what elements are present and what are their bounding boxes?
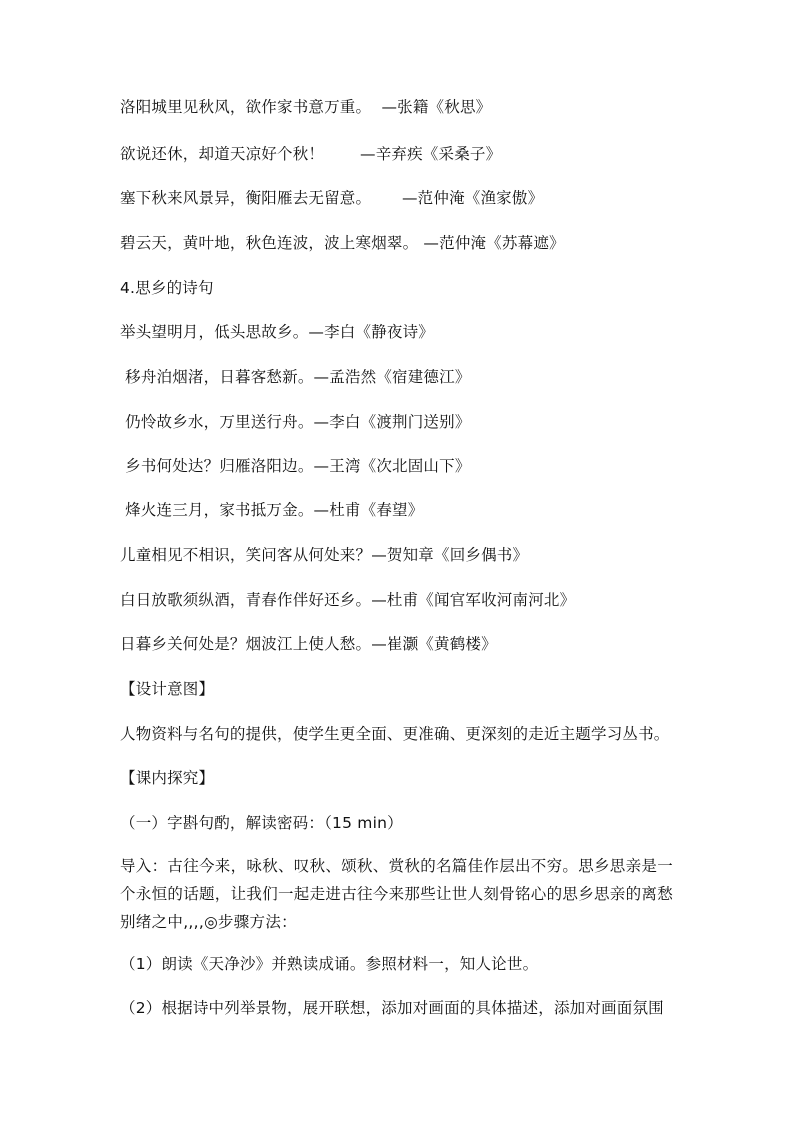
poem-line: 烽火连三月，家书抵万金。—杜甫《春望》 bbox=[120, 501, 424, 519]
section-heading: 【设计意图】 bbox=[120, 680, 215, 698]
poem-line: 乡书何处达？归雁洛阳边。—王湾《次北固山下》 bbox=[120, 457, 471, 475]
poem-line: 举头望明月，低头思故乡。—李白《静夜诗》 bbox=[120, 323, 435, 341]
poem-line: 欲说还休，却道天凉好个秋！ —辛弃疾《采桑子》 bbox=[120, 145, 502, 163]
poem-line: 白日放歌须纵酒，青春作伴好还乡。—杜甫《闻官军收河南河北》 bbox=[120, 591, 576, 609]
section-heading: 【课内探究】 bbox=[120, 769, 215, 787]
poem-line: 碧云天，黄叶地，秋色连波，波上寒烟翠。 —范仲淹《苏幕遮》 bbox=[120, 234, 565, 252]
poem-line: 洛阳城里见秋风，欲作家书意万重。 —张籍《秋思》 bbox=[120, 98, 492, 116]
body-text: 人物资料与名句的提供，使学生更全面、更准确、更深刻的走近主题学习丛书。 bbox=[120, 725, 670, 743]
step-item: （1）朗读《天净沙》并熟读成诵。参照材料一，知人论世。 bbox=[120, 955, 539, 973]
poem-line: 日暮乡关何处是？烟波江上使人愁。—崔灏《黄鹤楼》 bbox=[120, 635, 497, 653]
poem-line: 儿童相见不相识，笑问客从何处来？—贺知章《回乡偶书》 bbox=[120, 546, 529, 564]
intro-paragraph: 导入：古往今来，咏秋、叹秋、颂秋、赏秋的名篇佳作层出不穷。思乡思亲是一个永恒的话题，让我们一起走进古往今来那些让世人刻骨铭心的思乡思亲的离愁别绪之中,,,,◎步骤方法： bbox=[120, 857, 674, 931]
poem-line: 塞下秋来风景异，衡阳雁去无留意。 —范仲淹《渔家傲》 bbox=[120, 189, 544, 207]
step-item: （2）根据诗中列举景物，展开联想，添加对画面的具体描述，添加对画面氛围 bbox=[120, 999, 664, 1017]
subsection-heading: （一）字斟句酌，解读密码：（15 min） bbox=[120, 814, 403, 832]
section-heading: 4.思乡的诗句 bbox=[120, 279, 214, 297]
poem-line: 仍怜故乡水，万里送行舟。—李白《渡荆门送别》 bbox=[120, 413, 471, 431]
poem-line: 移舟泊烟渚，日暮客愁新。—孟浩然《宿建德江》 bbox=[120, 368, 471, 386]
